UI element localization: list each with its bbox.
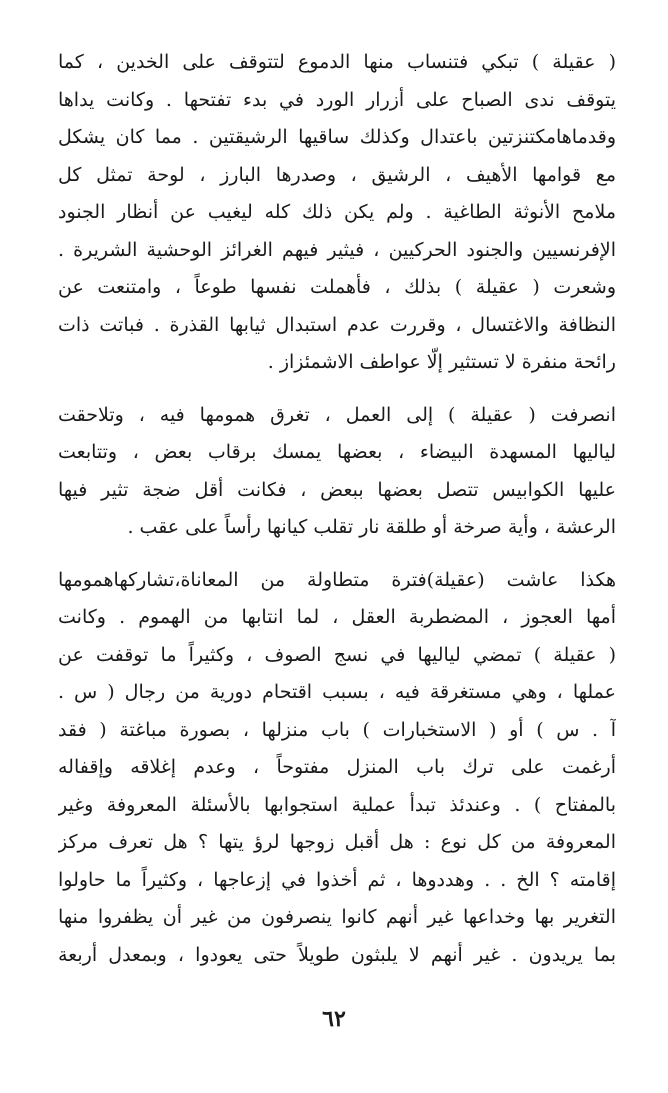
text-line: الإفرنسيين والجنود الحركيين ، فيثير فيهم الغرائز الوحشية الشريرة .: [58, 238, 616, 261]
text-line: لياليها المسهدة البيضاء ، بعضها يمسك برقاب بعض ، وتتابعت: [58, 441, 616, 463]
text-line: بما يريدون . غير أنهم لا يلبثون طويلاً حتى يعودوا ، وبمعدل أربعة: [58, 943, 616, 966]
text-line: عليها الكوابيس تتصل بعضها ببعض ، فكانت أقل ضجة تثير فيها: [58, 478, 616, 501]
text-line: ( عقيلة ) تمضي لياليها في نسج الصوف ، وكثيراً ما توقفت عن: [58, 643, 616, 666]
paragraph-3: [58, 562, 616, 975]
text-line: انصرفت ( عقيلة ) إلى العمل ، تغرق همومها فيه ، وتلاحقت: [58, 403, 616, 426]
paragraph-1: [58, 44, 616, 382]
page-number: ٦٢: [322, 1006, 346, 1032]
text-line: رائحة منفرة لا تستثير إلّا عواطف الاشمئزاز .: [267, 351, 616, 373]
text-line: أمها العجوز ، المضطربة العقل ، لما انتابها من الهموم . وكانت: [58, 606, 616, 628]
text-line: ملامح الأنوثة الطاغية . ولم يكن ذلك كله ليغيب عن أنظار الجنود: [58, 201, 616, 223]
text-line: النظافة والاغتسال ، وقررت عدم استبدال ثيابها القذرة . فباتت ذات: [58, 313, 616, 336]
text-line: يتوقف ندى الصباح على أزرار الورد في بدء تفتحها . وكانت يداها: [58, 88, 616, 111]
text-line: وقدماهامكتنزتين باعتدال وكذلك ساقيها الرشيقتين . مما كان يشكل: [58, 126, 616, 148]
text-line: آ . س ) أو ( الاستخبارات ) باب منزلها ، بصورة مباغتة ( فقد: [58, 718, 616, 741]
text-line: إقامته ؟ الخ . . وهددوها ، ثم أخذوا في إزعاجها ، وكثيراً ما حاولوا: [58, 868, 616, 891]
paragraph-2: [58, 397, 616, 547]
text-line: وشعرت ( عقيلة ) بذلك ، فأهملت نفسها طوعاً ، وامتنعت عن: [58, 276, 616, 298]
text-line: المعروفة من كل نوع : هل أقبل زوجها لرؤ يتها ؟ هل تعرف مركز: [58, 831, 616, 853]
text-line: الرعشة ، وأية صرخة أو طلقة نار تقلب كيانها رأساً على عقب .: [127, 516, 616, 538]
text-line: عملها ، وهي مستغرقة فيه ، بسبب اقتحام دورية من رجال ( س .: [58, 681, 616, 703]
page-body: [58, 44, 616, 974]
text-line: التغرير بها وخداعها غير أنهم كانوا ينصرفون من غير أن يظفروا منها: [58, 906, 616, 928]
text-line: أرغمت على ترك باب المنزل مفتوحاً ، وعدم إغلاقه وإقفاله: [58, 756, 616, 778]
text-line: ( عقيلة ) تبكي فتنساب منها الدموع لتتوقف على الخدين ، كما: [58, 51, 616, 73]
text-line: مع قوامها الأهيف ، الرشيق ، وصدرها البارز ، لوحة تمثل كل: [58, 163, 616, 186]
text-line: بالمفتاح ) . وعندئذ تبدأ عملية استجوابها بالأسئلة المعروفة وغير: [58, 793, 616, 816]
text-line: هكذا عاشت (عقيلة)فترة متطاولة من المعاناة،تشاركهاهمومها: [58, 568, 616, 591]
